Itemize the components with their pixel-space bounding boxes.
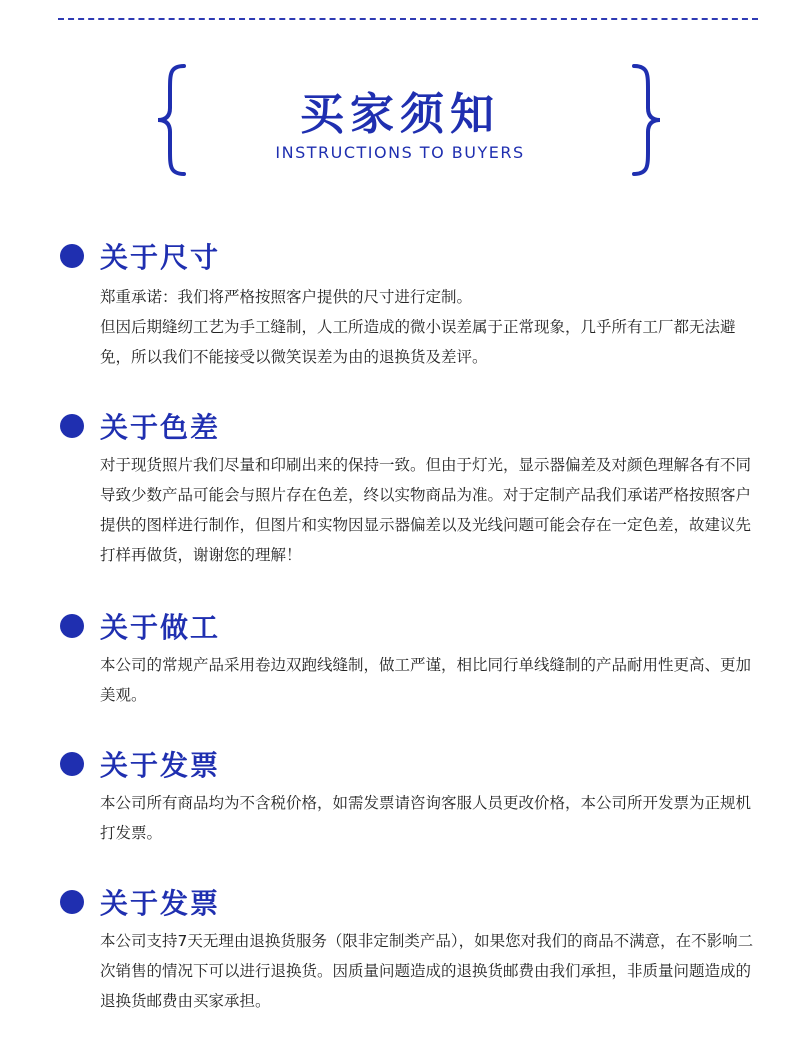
paragraph-line: 本公司的常规产品采用卷边双跑线缝制，做工严谨，相比同行单线缝制的产品耐用性更高、更加美观。	[100, 656, 752, 704]
section-paragraph	[100, 450, 760, 570]
section-heading: 关于色差	[100, 411, 221, 444]
page-subtitle: INSTRUCTIONS TO BUYERS	[275, 143, 525, 162]
section-heading: 关于发票	[100, 887, 221, 920]
bullet-dot-icon	[60, 614, 84, 638]
paragraph-line: 对于现货照片我们尽量和印刷出来的保持一致。但由于灯光，显示器偏差及对颜色理解各有不同导致少数产品可能会与照片存在色差，终以实物商品为准。对于定制产品我们承诺严格按照客户提供的图样进行制作，但图片和实物因显示器偏差以及光线问题可能会存在一定色差，故建议先打样再做货，谢谢您的理解！	[100, 456, 752, 564]
section-paragraph	[100, 926, 760, 1016]
section-paragraph	[100, 650, 760, 710]
bullet-dot-icon	[60, 414, 84, 438]
paragraph-line: 但因后期缝纫工艺为手工缝制，人工所造成的微小误差属于正常现象，几乎所有工厂都无法避免，所以我们不能接受以微笑误差为由的退换货及差评。	[100, 318, 736, 366]
section-heading: 关于发票	[100, 749, 221, 782]
paragraph-line: 本公司支持7天无理由退换货服务（限非定制类产品），如果您对我们的商品不满意，在不影响二次销售的情况下可以进行退换货。因质量问题造成的退换货邮费由我们承担，非质量问题造成的退换货邮费由买家承担。	[100, 932, 754, 1010]
bullet-dot-icon	[60, 752, 84, 776]
paragraph-line: 本公司所有商品均为不含税价格，如需发票请咨询客服人员更改价格，本公司所开发票为正规机打发票。	[100, 794, 752, 842]
top-dashed-divider	[58, 18, 758, 20]
section-heading: 关于做工	[100, 611, 221, 644]
section-paragraph	[100, 788, 760, 848]
section-heading: 关于尺寸	[100, 241, 221, 274]
paragraph-line: 郑重承诺：我们将严格按照客户提供的尺寸进行定制。	[100, 288, 473, 306]
page-title: 买家须知	[300, 89, 500, 140]
section-paragraph	[100, 282, 760, 372]
bullet-dot-icon	[60, 244, 84, 268]
bullet-dot-icon	[60, 890, 84, 914]
